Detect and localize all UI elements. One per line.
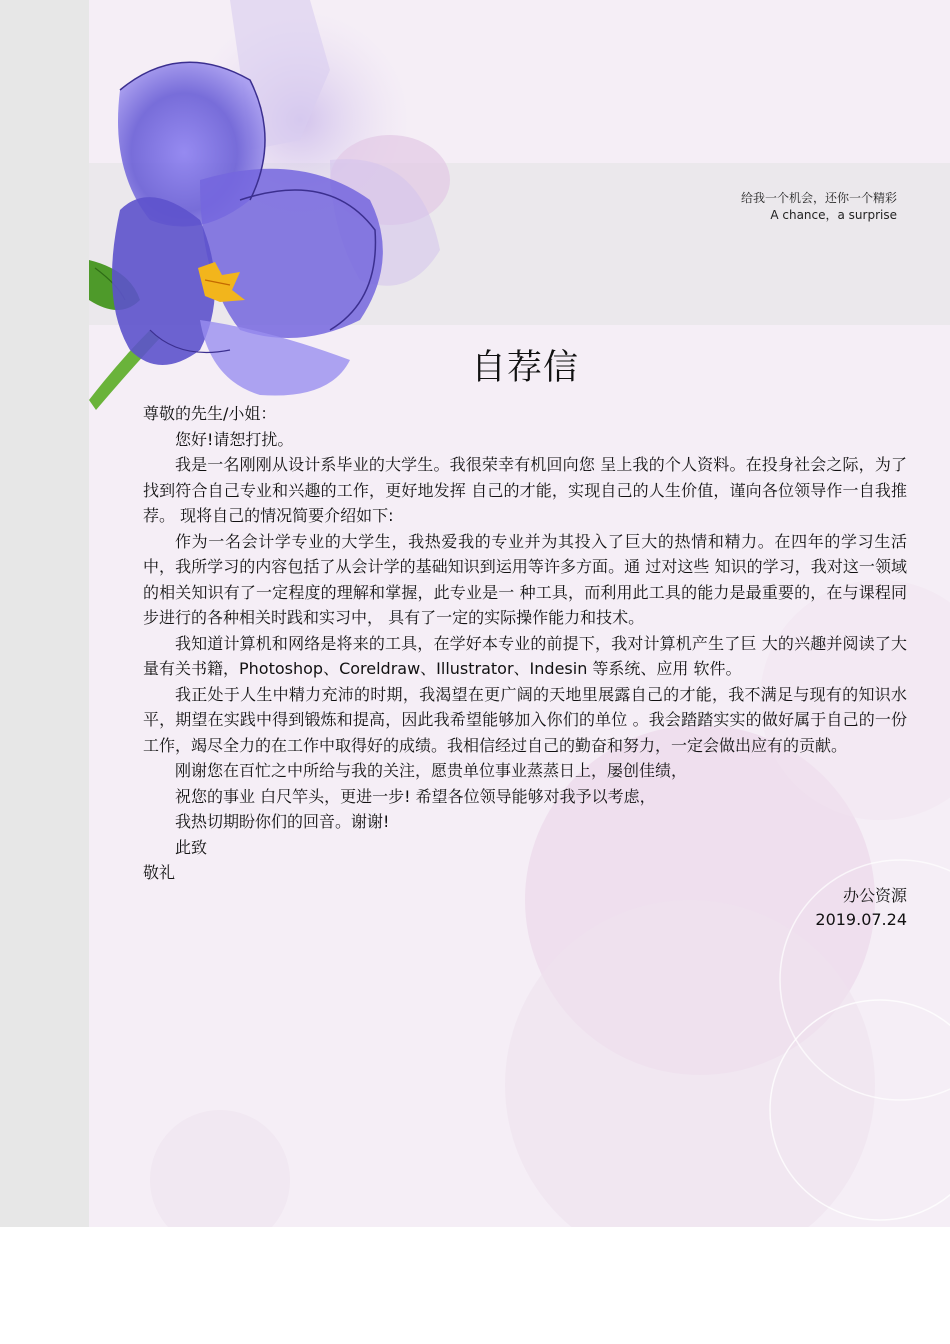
paragraph-education: 作为一名会计学专业的大学生，我热爱我的专业并为其投入了巨大的热情和精力。在四年的学习生活中，我所学习的内容包括了从会计学的基础知识到运用等许多方面。通 过对这些 知识的学习，我对这一领域的相关知识有了一定程度的理解和掌握，此专业是一 种工具，而利用此工具的能力是最重要的，在与课程同步进行的各种相关时践和实习中， 具有了一定的实际操作能力和技术。 bbox=[143, 531, 907, 627]
greeting: 您好!请恕打扰。 bbox=[175, 429, 294, 449]
slogan-english: A chance，a surprise bbox=[770, 208, 897, 222]
paragraph-motivation: 我正处于人生中精力充沛的时期，我渴望在更广阔的天地里展露自己的才能，我不满足与现有的知识水平，期望在实践中得到锻炼和提高，因此我希望能够加入你们的单位 。我会踏踏实实的做好属于自己的一份工作，竭尽全力的在工作中取得好的成绩。我相信经过自己的勤奋和努力，一定会做出应有的贡献。 bbox=[143, 684, 907, 755]
page-title: 自荐信 bbox=[470, 348, 579, 388]
letter-body bbox=[143, 401, 907, 886]
signature-block bbox=[815, 884, 907, 932]
paragraph-skills: 我知道计算机和网络是将来的工具，在学好本专业的前提下，我对计算机产生了巨 大的兴趣并阅读了大量有关书籍，Photoshop、Coreldraw、Illustrator、Indesin 等系统、应用 软件。 bbox=[143, 633, 907, 678]
paragraph-expect: 我热切期盼你们的回音。谢谢! bbox=[175, 812, 390, 831]
closing: 敬礼 bbox=[143, 863, 176, 882]
paragraph-thanks: 刚谢您在百忙之中所给与我的关注，愿贵单位事业蒸蒸日上，屡创佳绩， bbox=[175, 761, 688, 780]
slogan-chinese: 给我一个机会，还你一个精彩 bbox=[740, 191, 897, 205]
paragraph-intro: 我是一名刚刚从设计系毕业的大学生。我很荣幸有机回向您 呈上我的个人资料。在投身社会之际，为了找到符合自己专业和兴趣的工作，更好地发挥 自己的才能，实现自己的人生价值，谨向各位领导作一自我推荐。 现将自己的情况简要介绍如下: bbox=[143, 455, 907, 525]
signature-name: 办公资源 bbox=[842, 886, 907, 905]
paragraph-regards: 此致 bbox=[175, 837, 208, 857]
signature-date: 2019.07.24 bbox=[815, 910, 907, 929]
salutation: 尊敬的先生/小姐： bbox=[143, 404, 277, 423]
slogan bbox=[741, 190, 897, 224]
paragraph-wishes: 祝您的事业 白尺竿头，更进一步! 希望各位领导能够对我予以考虑， bbox=[175, 786, 656, 806]
